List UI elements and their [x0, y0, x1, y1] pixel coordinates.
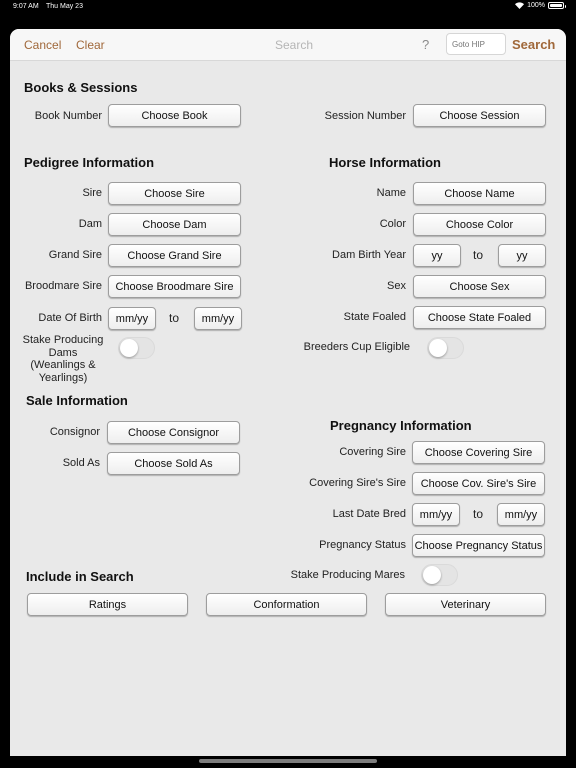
goto-hip-input[interactable] — [446, 33, 506, 55]
battery-percent: 100% — [527, 2, 545, 9]
ratings-button[interactable]: Ratings — [27, 593, 188, 616]
choose-covering-sire-button[interactable]: Choose Covering Sire — [412, 441, 545, 464]
covering-sire-label: Covering Sire — [339, 446, 406, 458]
dob-to-label: to — [169, 311, 180, 325]
dam-birth-to-input[interactable]: yy — [498, 244, 546, 267]
last-bred-to-label: to — [473, 507, 484, 521]
sale-info-heading: Sale Information — [26, 393, 128, 408]
last-bred-to-input[interactable]: mm/yy — [497, 503, 545, 526]
choose-color-button[interactable]: Choose Color — [413, 213, 546, 236]
choose-name-button[interactable]: Choose Name — [413, 182, 546, 205]
books-sessions-heading: Books & Sessions — [24, 80, 138, 95]
name-label: Name — [376, 187, 406, 199]
consignor-label: Consignor — [49, 426, 100, 438]
sex-label: Sex — [387, 280, 406, 292]
search-button[interactable]: Search — [512, 37, 556, 52]
choose-state-foaled-button[interactable]: Choose State Foaled — [413, 306, 546, 329]
horse-info-heading: Horse Information — [329, 155, 441, 170]
dob-from-input[interactable]: mm/yy — [108, 307, 156, 330]
state-foaled-label: State Foaled — [343, 311, 406, 323]
dam-birth-to-label: to — [473, 248, 484, 262]
status-right — [515, 2, 564, 9]
stake-producing-dams-toggle[interactable] — [118, 337, 155, 359]
stake-producing-mares-toggle[interactable] — [421, 564, 458, 586]
clear-button[interactable]: Clear — [76, 38, 105, 52]
choose-consignor-button[interactable]: Choose Consignor — [107, 421, 240, 444]
session-number-label: Session Number — [324, 110, 406, 122]
conformation-button[interactable]: Conformation — [206, 593, 367, 616]
broodmare-sire-label: Broodmare Sire — [24, 280, 102, 292]
include-in-search-heading: Include in Search — [26, 569, 134, 584]
last-date-bred-label: Last Date Bred — [332, 508, 406, 520]
stake-producing-dams-label: Stake Producing Dams (Weanlings & Yearlings) — [22, 334, 104, 384]
pregnancy-info-heading: Pregnancy Information — [330, 418, 472, 433]
sire-label: Sire — [82, 187, 102, 199]
choose-pregnancy-status-button[interactable]: Choose Pregnancy Status — [412, 534, 545, 557]
home-indicator[interactable] — [199, 759, 377, 763]
choose-sex-button[interactable]: Choose Sex — [413, 275, 546, 298]
grand-sire-label: Grand Sire — [48, 249, 102, 261]
book-number-label: Book Number — [34, 110, 102, 122]
nav-bar — [10, 29, 566, 61]
breeders-cup-label: Breeders Cup Eligible — [303, 341, 410, 353]
sold-as-label: Sold As — [62, 457, 100, 469]
date-of-birth-label: Date Of Birth — [38, 312, 102, 324]
choose-broodmare-sire-button[interactable]: Choose Broodmare Sire — [108, 275, 241, 298]
wifi-icon — [515, 2, 524, 9]
dam-birth-year-label: Dam Birth Year — [332, 249, 406, 261]
choose-session-button[interactable]: Choose Session — [413, 104, 546, 127]
veterinary-button[interactable]: Veterinary — [385, 593, 546, 616]
choose-dam-button[interactable]: Choose Dam — [108, 213, 241, 236]
dam-birth-from-input[interactable]: yy — [413, 244, 461, 267]
status-bar — [0, 0, 576, 14]
choose-book-button[interactable]: Choose Book — [108, 104, 241, 127]
choose-sire-button[interactable]: Choose Sire — [108, 182, 241, 205]
status-date: Thu May 23 — [46, 3, 83, 10]
pregnancy-status-label: Pregnancy Status — [319, 539, 406, 551]
nav-title: Search — [275, 38, 314, 52]
covering-sires-sire-label: Covering Sire's Sire — [309, 477, 406, 489]
last-bred-from-input[interactable]: mm/yy — [412, 503, 460, 526]
stake-producing-mares-label: Stake Producing Mares — [290, 569, 405, 581]
choose-grand-sire-button[interactable]: Choose Grand Sire — [108, 244, 241, 267]
color-label: Color — [379, 218, 406, 230]
status-time: 9:07 AM — [13, 3, 39, 10]
cancel-button[interactable]: Cancel — [24, 38, 62, 52]
search-sheet — [10, 29, 566, 756]
dob-to-input[interactable]: mm/yy — [194, 307, 242, 330]
help-icon[interactable]: ? — [422, 37, 430, 52]
battery-icon — [548, 2, 564, 9]
choose-sold-as-button[interactable]: Choose Sold As — [107, 452, 240, 475]
dam-label: Dam — [78, 218, 102, 230]
choose-cov-sires-sire-button[interactable]: Choose Cov. Sire's Sire — [412, 472, 545, 495]
breeders-cup-toggle[interactable] — [427, 337, 464, 359]
pedigree-heading: Pedigree Information — [24, 155, 155, 170]
